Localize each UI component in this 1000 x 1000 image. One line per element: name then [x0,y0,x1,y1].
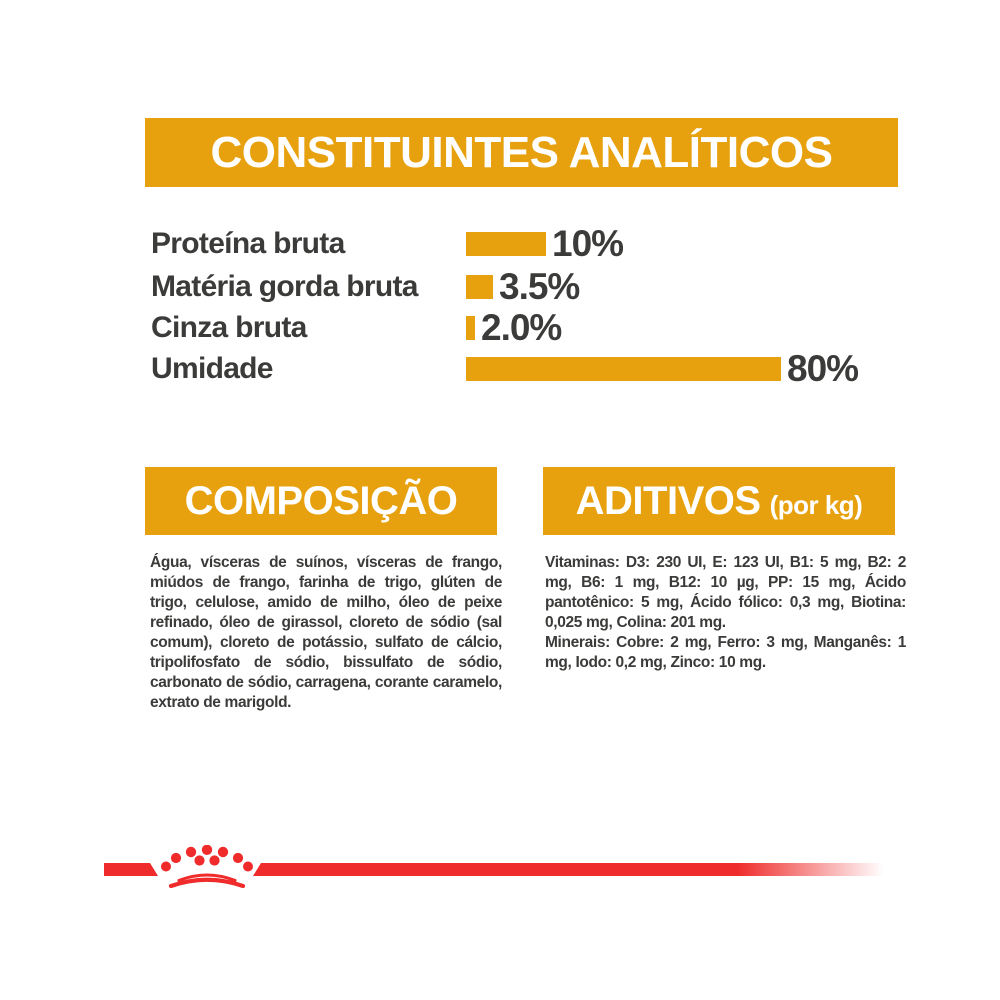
chart-category-label: Matéria gorda bruta [151,270,418,303]
chart-category-label: Cinza bruta [151,311,307,344]
chart-row-fat [151,266,580,307]
additives-vitamins-paragraph: Vitaminas: D3: 230 UI, E: 123 UI, B1: 5 mg, B2: 2 mg, B6: 1 mg, B12: 10 µg, PP: 15 mg, Ácido pantotênico: 5 mg, Ácido fólico: 0,3 mg, Biotina: 0,025 mg, Colina: 201 mg. [545,554,906,631]
composition-body: Água, vísceras de suínos, vísceras de frango, miúdos de frango, farinha de trigo, glúten de trigo, celulose, amido de milho, óleo de peixe refinado, óleo de girassol, cloreto de sódio (sal comum), cloreto de potássio, sulfato de cálcio, tripolifosfato de sódio, bissulfato de sódio, carbonato de sódio, carragena, corante caramelo, extrato de marigold. [150,554,502,711]
chart-bar [466,275,493,299]
analytical-constituents-title: CONSTITUINTES ANALÍTICOS [210,127,833,177]
analytical-constituents-banner [145,118,898,187]
chart-row-ash [151,307,562,348]
divider-line-right [253,863,890,876]
additives-title: ADITIVOS [575,478,761,523]
additives-minerals-paragraph: Minerais: Cobre: 2 mg, Ferro: 3 mg, Manganês: 1 mg, Iodo: 0,2 mg, Zinco: 10 mg. [545,634,906,671]
chart-value-label: 80% [787,348,859,389]
chart-category-label: Proteína bruta [151,227,345,260]
chart-value-label: 2.0% [481,307,562,348]
additives-body [545,553,906,673]
chart-row-moisture [151,348,859,389]
chart-value-label: 10% [552,223,624,264]
chart-bar [466,316,475,340]
chart-category-label: Umidade [151,352,273,385]
chart-value-label: 3.5% [499,266,580,307]
chart-row-protein [151,223,624,264]
composition-title: COMPOSIÇÃO [184,478,458,523]
additives-banner [543,467,895,535]
composition-banner [145,467,497,535]
chart-bar [466,357,781,381]
chart-bar [466,232,546,256]
divider-line-left [104,863,158,876]
royal-canin-crown-logo [157,845,257,891]
additives-title-suffix: (por kg) [769,489,863,520]
